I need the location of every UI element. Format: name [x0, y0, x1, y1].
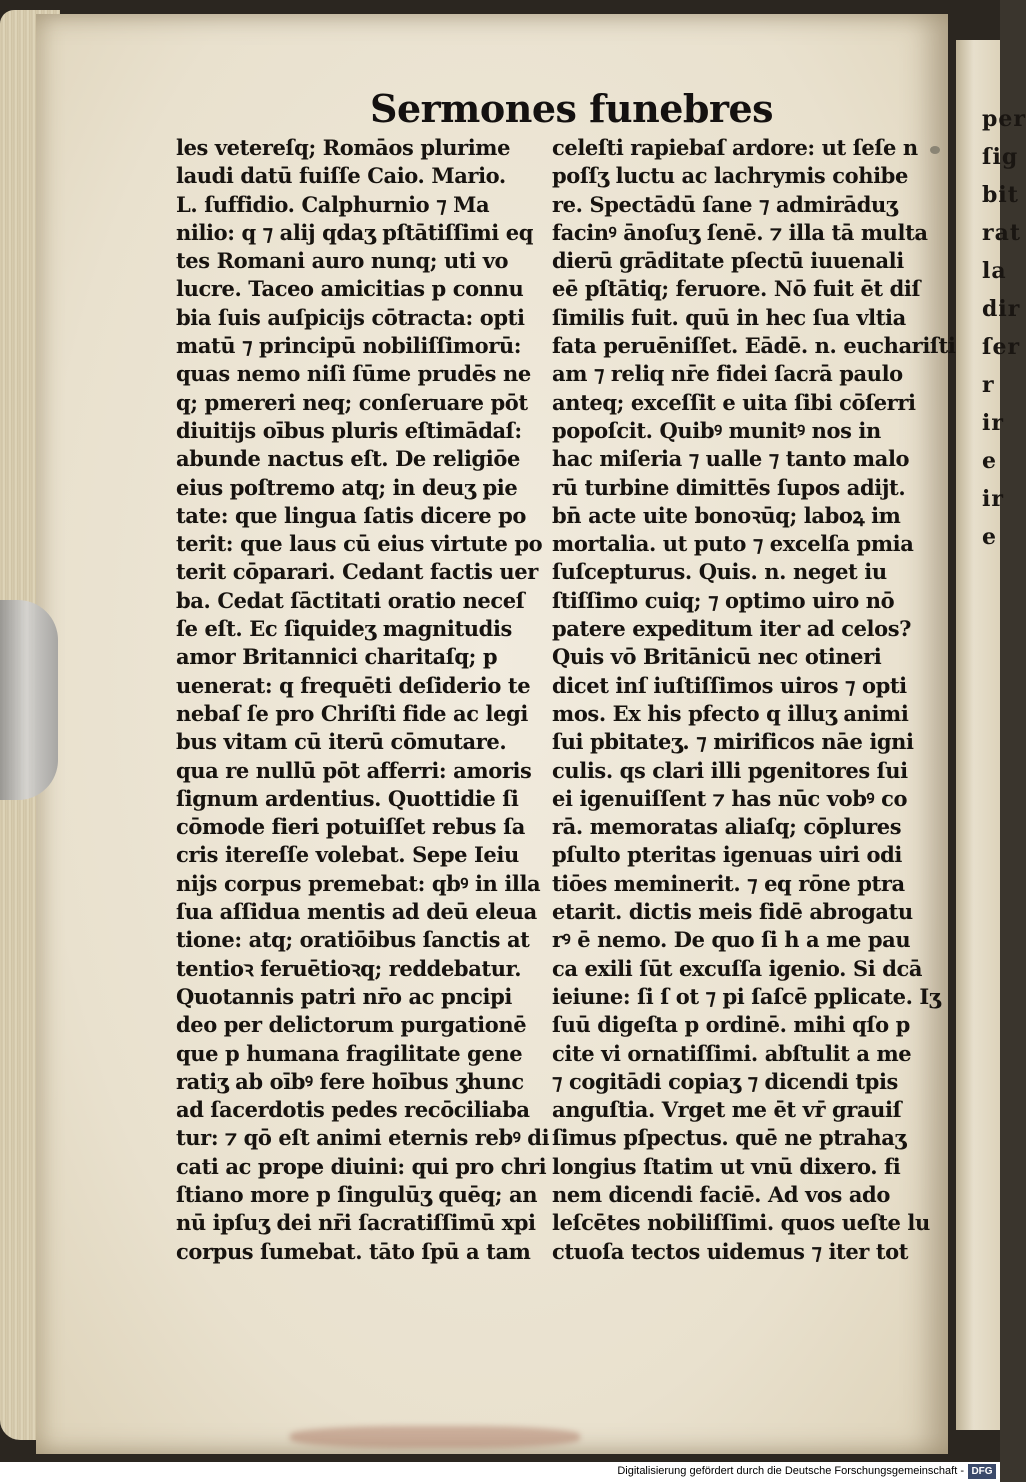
text-line: cati ac prope diuini: qui pro chri	[176, 1153, 547, 1179]
text-line: mortalia. ut puto ⁊ excelſa pmia	[552, 531, 914, 557]
dfg-logo: DFG	[968, 1464, 996, 1479]
text-line: tiōes meminerit. ⁊ eq rōne ptra	[552, 870, 905, 896]
text-line: ſe eſt. Ec ſiquideʒ magnitudis	[176, 616, 512, 642]
text-line: ei igenuiſſent ⁊ has nūc vobꝰ co	[552, 785, 908, 811]
text-line: ſuū digeſta p ordinē. mihi qſo p	[552, 1012, 910, 1038]
text-line: tur: ⁊ qō eſt animi eternis rebꝰ di	[176, 1125, 550, 1151]
text-line: ca exili ſūt excuſſa igenio. Si dcā	[552, 955, 923, 981]
text-line: ctuoſa tectos uidemus ⁊ iter tot	[552, 1238, 909, 1264]
text-line: longius ſtatim ut vnū dixero. fi	[552, 1153, 901, 1179]
text-line: nū ipſuʒ dei nr̄i ſacratiſſimū xpi	[176, 1210, 536, 1236]
text-line: ieiune: ſi ſ ot ⁊ pi ſaſcē pplicate. Iʒ	[552, 983, 941, 1009]
text-line: cris itereſſe volebat. Sepe Ieiu	[176, 842, 519, 868]
facing-page	[956, 40, 1026, 1430]
text-line: L. ſuffidio. Calphurnio ⁊ Ma	[176, 191, 490, 217]
text-line: lucre. Taceo amicitias p connu	[176, 276, 524, 302]
text-line: q; pmereri neq; conſeruare pōt	[176, 389, 528, 415]
text-line: bus vitam cū iterū cōmutare.	[176, 729, 507, 755]
text-line: ſimus pſpectus. quē ne ptrahaʒ	[552, 1125, 907, 1151]
text-line: mos. Ex his pfecto q illuʒ animi	[552, 700, 909, 726]
edge-stain	[290, 1426, 580, 1448]
text-line: ſua aſſidua mentis ad deū eleua	[176, 899, 537, 925]
text-line: quas nemo niſi ſūme prudēs ne	[176, 361, 531, 387]
text-line: bn̄ acte uite bonoꝛūq; laboꝝ im	[552, 502, 901, 528]
text-line: re. Spectādū ſane ⁊ admirāduʒ	[552, 191, 898, 217]
text-line: ⁊ cogitādi copiaʒ ⁊ dicendi tpis	[552, 1068, 898, 1094]
text-line: tione: atq; oratiōibus ſanctis at	[176, 927, 530, 953]
text-line: uenerat: q frequēti deſiderio te	[176, 672, 531, 698]
left-text-column	[176, 134, 550, 1266]
text-line: deo per delictorum purgationē	[176, 1012, 527, 1038]
text-line: diuitijs oībus pluris eſtimādaſ:	[176, 417, 522, 443]
text-line: ſignum ardentius. Quottidie ſi	[176, 785, 519, 811]
text-line: pſulto pteritas igenuas uiri odi	[552, 842, 902, 868]
text-line: fata peruēniſſet. Eādē. n. euchariſti	[552, 333, 956, 359]
text-line: abunde nactus eſt. De religiōe	[176, 446, 520, 472]
text-line: rꝰ ē nemo. De quo ſi h a me pau	[552, 927, 911, 953]
text-line: ſtiſſimo cuiq; ⁊ optimo uiro nō	[552, 587, 895, 613]
text-line: matū ⁊ principū nobiliſſimorū:	[176, 333, 522, 359]
text-line: corpus ſumebat. tāto ſpū a tam	[176, 1238, 531, 1264]
text-line: Quis vō Britānicū nec otineri	[552, 644, 882, 670]
text-line: laudi datū fuiſſe Caio. Mario.	[176, 163, 506, 189]
funding-credit: Digitalisierung gefördert durch die Deutsche Forschungsgemeinschaft -	[617, 1465, 964, 1477]
text-line: rā. memoratas aliaſq; cōplures	[552, 814, 902, 840]
text-line: qua re nullū pōt afferri: amoris	[176, 757, 532, 783]
text-line: nem dicendi faciē. Ad vos ado	[552, 1181, 890, 1207]
text-line: bia ſuis auſpicijs cōtracta: opti	[176, 304, 525, 330]
text-line: ſimilis fuit. quū in hec ſua vltia	[552, 304, 906, 330]
text-line: tes Romani auro nunq; uti vo	[176, 248, 509, 274]
book-clamp	[0, 600, 58, 800]
text-line: poſſʒ luctu ac lachrymis cohibe	[552, 163, 908, 189]
text-line: tate: que lingua ſatis dicere po	[176, 502, 527, 528]
text-line: ſuſcepturus. Quis. n. neget iu	[552, 559, 887, 585]
text-line: eius poſtremo atq; in deuʒ pie	[176, 474, 518, 500]
text-line: dicet inſ iuſtiſſimos uiros ⁊ opti	[552, 672, 907, 698]
text-line: terit: que laus cū eius virtute po	[176, 531, 543, 557]
text-line: ſui pbitateʒ. ⁊ mirificos nāe igni	[552, 729, 914, 755]
text-line: nilio: q ⁊ alij qdaʒ pſtātiſſimi eq	[176, 219, 533, 245]
text-line: eē pſtātiq; feruore. Nō fuit ēt diſ	[552, 276, 921, 302]
footer-bar	[0, 1462, 1000, 1482]
text-line: dierū grāditate pſectū iuuenali	[552, 248, 904, 274]
page-header: Sermones funebres	[370, 86, 774, 131]
right-text-column	[552, 134, 956, 1266]
text-line: cōmode fieri potuiſſet rebus ſa	[176, 814, 525, 840]
text-line: anteq; exceſſit e uita ſibi cōſerri	[552, 389, 916, 415]
text-line: etarit. dictis meis fidē abrogatu	[552, 899, 913, 925]
text-line: celeſti rapiebaſ ardore: ut ſeſe n	[552, 135, 918, 160]
text-line: facinꝰ ānoſuʒ ſenē. ⁊ illa tā multa	[552, 219, 928, 245]
text-line: ratiʒ ab oībꝰ fere hoībus ʒhunc	[176, 1068, 524, 1094]
text-line: ſtiano more p ſingulūʒ quēq; an	[176, 1181, 538, 1207]
text-line: les vetereſq; Romāos plurime	[176, 135, 511, 160]
facing-page-text: per ſig bit rat la dir ſer r ir e ir e	[982, 106, 1026, 550]
text-line: popoſcit. Quibꝰ munitꝰ nos in	[552, 417, 881, 443]
text-line: hac miſeria ⁊ ualle ⁊ tanto malo	[552, 446, 910, 472]
text-line: patere expeditum iter ad celos?	[552, 616, 912, 642]
text-line: ad ſacerdotis pedes recōciliaba	[176, 1097, 530, 1123]
text-line: Quotannis patri nr̄o ac pncipi	[176, 983, 512, 1009]
text-line: leſcētes nobiliſſimi. quos ueſte lu	[552, 1210, 930, 1236]
text-line: am ⁊ reliq nr̄e fidei ſacrā paulo	[552, 361, 903, 387]
text-line: rū turbine dimittēs ſupos adijt.	[552, 474, 906, 500]
text-line: nebaſ ſe pro Chriſti fide ac legi	[176, 700, 528, 726]
text-line: amor Britannici charitaſq; p	[176, 644, 498, 670]
text-line: terit cōparari. Cedant factis uer	[176, 559, 538, 585]
text-line: ba. Cedat ſāctitati oratio neceſ	[176, 587, 525, 613]
text-line: cite vi ornatiſſimi. abſtulit a me	[552, 1040, 912, 1066]
text-line: tentioꝛ feruētioꝛq; reddebatur.	[176, 955, 522, 981]
text-line: anguſtia. Vrget me ēt vr̄ grauiſ	[552, 1097, 902, 1123]
text-line: nijs corpus premebat: qbꝰ in illa	[176, 870, 541, 896]
text-line: culis. qs clari illi pgenitores ſui	[552, 757, 908, 783]
text-line: que p humana fragilitate gene	[176, 1040, 523, 1066]
ink-spot	[930, 146, 940, 154]
